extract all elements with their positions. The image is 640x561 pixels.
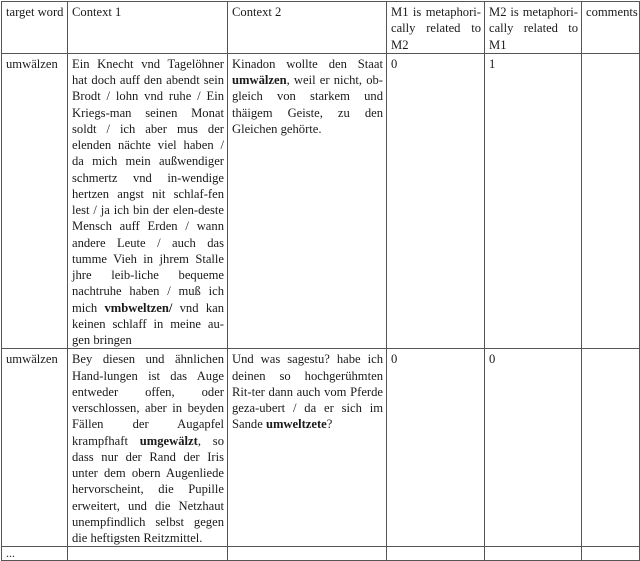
m2-related-m1-cell bbox=[485, 547, 582, 561]
highlighted-word: umwälzen bbox=[232, 73, 287, 87]
comments-cell bbox=[582, 349, 640, 547]
context-2-cell bbox=[228, 547, 387, 561]
m2-related-m1-cell: 0 bbox=[485, 349, 582, 547]
context-text: vnd kan keinen schlaff in meine au-gen bringen bbox=[72, 300, 224, 347]
highlighted-word: umweltzete bbox=[265, 417, 327, 432]
context-text: Und was sagestu? habe ich deinen so hochgerühmten Rit-ter dann auch vom Pferde geza-ubert / da er sich im Sande bbox=[232, 352, 383, 432]
target-word-cell: umwälzen bbox=[2, 349, 68, 547]
m1-related-m2-cell bbox=[387, 547, 485, 561]
annotation-table bbox=[1, 1, 640, 561]
context-1-cell bbox=[68, 349, 228, 547]
table-row bbox=[2, 349, 640, 547]
header-context-2: Context 2 bbox=[228, 2, 387, 54]
context-text: , weil er nicht, ob-gleich von starkem und thäigem Geiste, zu den Gleichen gehörte. bbox=[232, 73, 383, 136]
context-1-cell bbox=[68, 53, 228, 349]
table-header-row bbox=[2, 2, 640, 54]
header-comments: comments bbox=[582, 2, 640, 54]
context-2-cell bbox=[228, 349, 387, 547]
context-1-cell bbox=[68, 547, 228, 561]
target-word-cell: umwälzen bbox=[2, 53, 68, 349]
header-m1-related-m2: M1 is metaphori-cally related to M2 bbox=[387, 2, 485, 54]
m2-related-m1-cell: 1 bbox=[485, 53, 582, 349]
target-word-cell: ... bbox=[2, 547, 68, 561]
context-text: ? bbox=[326, 417, 333, 432]
context-2-cell bbox=[228, 53, 387, 349]
comments-cell bbox=[582, 53, 640, 349]
m1-related-m2-cell: 0 bbox=[387, 53, 485, 349]
highlighted-word: vmbweltzen/ bbox=[104, 300, 173, 315]
context-text: Bey diesen und ähnlichen Hand-lungen ist das Auge entweder offen, oder verschlossen, aber in beyden Fällen der Augapfel krampfhaft bbox=[72, 352, 224, 448]
m1-related-m2-cell: 0 bbox=[387, 349, 485, 547]
table-row bbox=[2, 547, 640, 561]
context-text: , so dass nur der Rand der Iris unter dem obern Augenliede hervorscheint, die Pupille erweitert, und die Netzhaut unempfindlich selbst gegen die heftigsten Reitzmittel. bbox=[72, 433, 224, 545]
header-context-1: Context 1 bbox=[68, 2, 228, 54]
highlighted-word: umgewälzt bbox=[139, 433, 198, 448]
table-row bbox=[2, 53, 640, 349]
header-target-word: target word bbox=[2, 2, 68, 54]
context-text: Ein Knecht vnd Tagelöhner hat doch auff den abendt sein Brodt / lohn vnd ruhe / Ein Kriegs-man seinen Monat soldt / ich aber mus der elenden nächte viel haben / da mich mein außwendiger schmertz vnd in-wendige hertzen angst nit schlaf-fen lest / ja ich bin der elen-deste Mensch auff Erden / wann andere Leute / auch das tumme Vieh in jhrem Stalle jhre leib-liche bequeme nachtruhe haben / muß ich mich bbox=[72, 56, 224, 315]
context-text: Kinadon wollte den Staat bbox=[232, 56, 383, 71]
header-m2-related-m1: M2 is metaphori-cally related to M1 bbox=[485, 2, 582, 54]
comments-cell bbox=[582, 547, 640, 561]
